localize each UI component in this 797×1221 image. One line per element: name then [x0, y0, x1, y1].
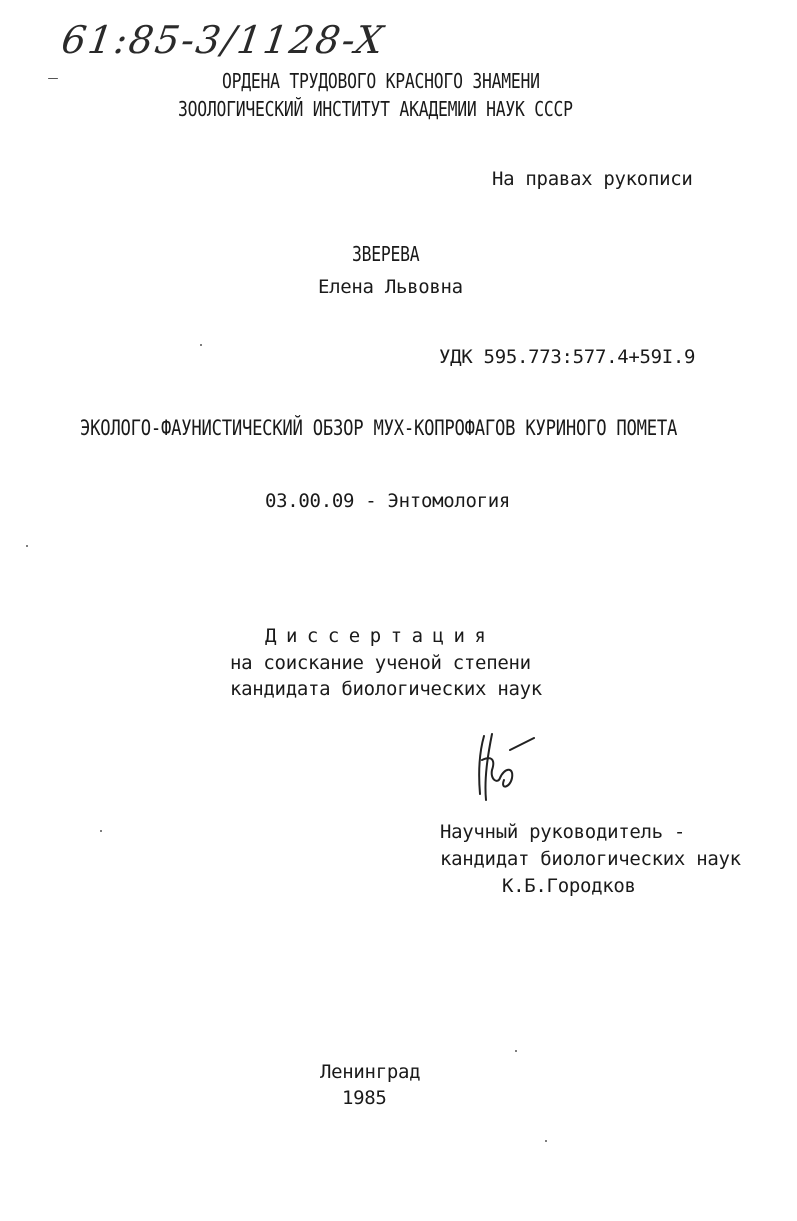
supervisor-line-1: Научный руководитель - [440, 821, 686, 843]
scan-speck [48, 78, 58, 79]
supervisor-line-2: кандидат биологических наук [440, 848, 741, 870]
header-line-2: ЗООЛОГИЧЕСКИЙ ИНСТИТУТ АКАДЕМИИ НАУК СССР [178, 97, 573, 121]
scan-speck [545, 1140, 547, 1142]
scan-speck [26, 545, 28, 547]
header-line-1: ОРДЕНА ТРУДОВОГО КРАСНОГО ЗНАМЕНИ [222, 69, 540, 93]
rights-note: На правах рукописи [492, 168, 693, 190]
scan-speck [515, 1050, 517, 1052]
supervisor-name: К.Б.Городков [502, 875, 636, 897]
dissertation-heading: Диссертация [265, 625, 496, 647]
author-given-names: Елена Львовна [318, 276, 463, 298]
udc-code: УДК 595.773:577.4+59I.9 [439, 346, 696, 368]
dissertation-title: ЭКОЛОГО-ФАУНИСТИЧЕСКИЙ ОБЗОР МУХ-КОПРОФАГОВ КУРИНОГО ПОМЕТА [80, 416, 678, 440]
author-surname: ЗВЕРЕВА [352, 242, 420, 266]
degree-line-2: кандидата биологических наук [230, 678, 542, 700]
archive-code-handwritten: 61:85-3/1128-X [58, 18, 388, 62]
signature-mark [470, 730, 550, 810]
footer-year: 1985 [342, 1087, 387, 1109]
scan-speck [200, 344, 202, 346]
footer-city: Ленинград [320, 1061, 421, 1083]
specialty-code: 03.00.09 - Энтомология [265, 490, 511, 512]
degree-line-1: на соискание ученой степени [230, 652, 531, 674]
scan-speck [100, 830, 102, 832]
